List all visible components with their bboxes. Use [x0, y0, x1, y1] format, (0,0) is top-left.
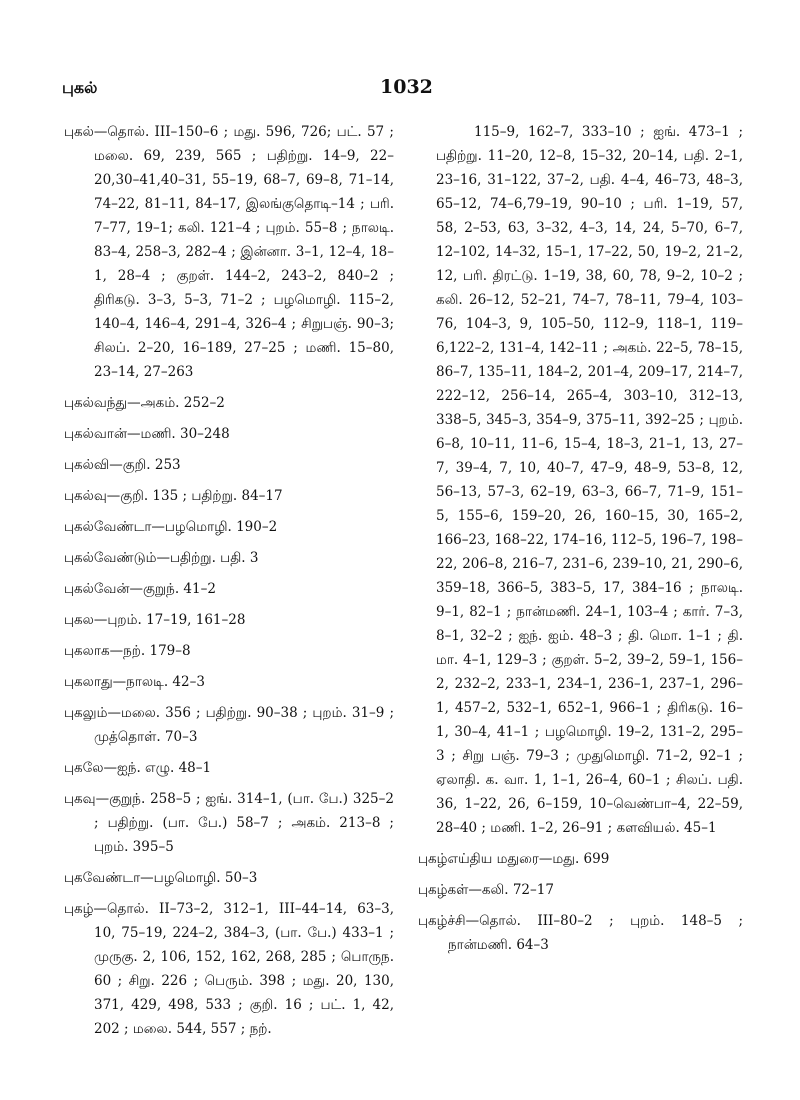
entry-pukazhkal: புகழ்கள்—கலி. 72–17 — [418, 882, 554, 898]
entry-pukal: புகல்—தொல். III–150–6 ; மது. 596, 726; பட். 57 ; மலை. 69, 239, 565 ; பதிற்று. 14–9, 22–20,30–41,40–31, 55–19, 68–7, 69–8, 71–14, 74–22, 81–11, 84–17, இலங்குதொடி–14 ; பரி. 7–77, 19–1; கலி. 121–4 ; புறம். 55–8 ; நாலடி. 83–4, 258–3, 282–4 ; இன்னா. 3–1, 12–4, 18–1, 28–4 ; குறள். 144–2, 243–2, 840–2 ; திரிகடு. 3–3, 5–3, 71–2 ; பழமொழி. 115–2, 140–4, 146–4, 291–4, 326–4 ; சிறுபஞ். 90–3; சிலப். 2–20, 16–189, 27–25 ; மணி. 15–80, 23–14, 27–263 — [64, 124, 394, 380]
entry-pukalven: புகல்வேன்—குறுந். 41–2 — [64, 581, 216, 597]
entry-pukalaathu: புகலாது—நாலடி. 42–3 — [64, 674, 205, 690]
entry-pukalvandhu: புகல்வந்து—அகம். 252–2 — [64, 395, 225, 411]
entry-pukazh-eythiya-mathurai: புகழ்எய்திய மதுரை—மது. 699 — [418, 851, 610, 867]
entry-pukalum: புகலும்—மலை. 356 ; பதிற்று. 90–38 ; புறம். 31–9 ; முத்தொள். 70–3 — [64, 705, 394, 745]
entry-pukalvi: புகல்வி—குறி. 253 — [64, 457, 181, 473]
right-column — [418, 120, 743, 964]
entry-pukalvaan: புகல்வான்—மணி. 30–248 — [64, 426, 230, 442]
entry-pukazhchi: புகழ்ச்சி—தொல். III–80–2 ; புறம். 148–5 ; நான்மணி. 64–3 — [418, 913, 743, 953]
entry-pukala: புகல—புறம். 17–19, 161–28 — [64, 612, 246, 628]
entry-pukalaaka: புகலாக—நற். 179–8 — [64, 643, 191, 659]
entry-pukalvu: புகல்வு—குறி. 135 ; பதிற்று. 84–17 — [64, 488, 283, 504]
left-column — [64, 120, 394, 1048]
page-number: 1032 — [380, 76, 433, 98]
entry-pukavu: புகவு—குறுந். 258–5 ; ஐங். 314–1, (பா. பே.) 325–2 ; பதிற்று. (பா. பே.) 58–7 ; அகம். 213–8 ; புறம். 395–5 — [64, 791, 394, 855]
entry-pukazh-continued: 115–9, 162–7, 333–10 ; ஐங். 473–1 ; பதிற்று. 11–20, 12–8, 15–32, 20–14, பதி. 2–1, 23–16, 31–122, 37–2, பதி. 4–4, 46–73, 48–3, 65–12, 74–6,79–19, 90–10 ; பரி. 1–19, 57, 58, 2–53, 63, 3–32, 4–3, 14, 24, 5–70, 6–7, 12–102, 14–32, 15–1, 17–22, 50, 19–2, 21–2, 12, பரி. திரட்டு. 1–19, 38, 60, 78, 9–2, 10–2 ; கலி. 26–12, 52–21, 74–7, 78–11, 79–4, 103–76, 104–3, 9, 105–50, 112–9, 118–1, 119–6,122–2, 131–4, 142–11 ; அகம். 22–5, 78–15, 86–7, 135–11, 184–2, 201–4, 209–17, 214–7, 222–12, 256–14, 265–4, 303–10, 312–13, 338–5, 345–3, 354–9, 375–11, 392–25 ; புறம். 6–8, 10–11, 11–6, 15–4, 18–3, 21–1, 13, 27–7, 39–4, 7, 10, 40–7, 47–9, 48–9, 53–8, 12, 56–13, 57–3, 62–19, 63–3, 66–7, 71–9, 151–5, 155–6, 159–20, 26, 160–15, 30, 165–2, 166–23, 168–22, 174–16, 112–5, 196–7, 198–22, 206–8, 216–7, 231–6, 239–10, 21, 290–6, 359–18, 366–5, 383–5, 17, 384–16 ; நாலடி. 9–1, 82–1 ; நான்மணி. 24–1, 103–4 ; கார். 7–3, 8–1, 32–2 ; ஐந். ஐம். 48–3 ; தி. மொ. 1–1 ; தி. மா. 4–1, 129–3 ; குறள். 5–2, 39–2, 59–1, 156–2, 232–2, 233–1, 234–1, 236–1, 237–1, 296–1, 457–2, 532–1, 652–1, 966–1 ; திரிகடு. 16–1, 30–4, 41–1 ; பழமொழி. 19–2, 131–2, 295–3 ; சிறு பஞ். 79–3 ; முதுமொழி. 71–2, 92–1 ; ஏலாதி. க. வா. 1, 1–1, 26–4, 60–1 ; சிலப். பதி. 36, 1–22, 26, 6–159, 10–வெண்பா–4, 22–59, 28–40 ; மணி. 1–2, 26–91 ; களவியல். 45–1 — [436, 124, 743, 836]
entry-pukalvendum: புகல்வேண்டும்—பதிற்று. பதி. 3 — [64, 550, 259, 566]
entry-pukavendaa: புகவேண்டா—பழமொழி. 50–3 — [64, 870, 258, 886]
entry-pukalvendaa: புகல்வேண்டா—பழமொழி. 190–2 — [64, 519, 278, 535]
entry-pukazh: புகழ்—தொல். II–73–2, 312–1, III–44–14, 63–3, 10, 75–19, 224–2, 384–3, (பா. பே.) 433–1 ; முருகு. 2, 106, 152, 162, 268, 285 ; பொருந. 60 ; சிறு. 226 ; பெரும். 398 ; மது. 20, 130, 371, 429, 498, 533 ; குறி. 16 ; பட். 1, 42, 202 ; மலை. 544, 557 ; நற். — [64, 901, 394, 1037]
running-headword: புகல் — [62, 78, 98, 97]
entry-pukale: புகலே—ஐந். எழு. 48–1 — [64, 760, 212, 776]
